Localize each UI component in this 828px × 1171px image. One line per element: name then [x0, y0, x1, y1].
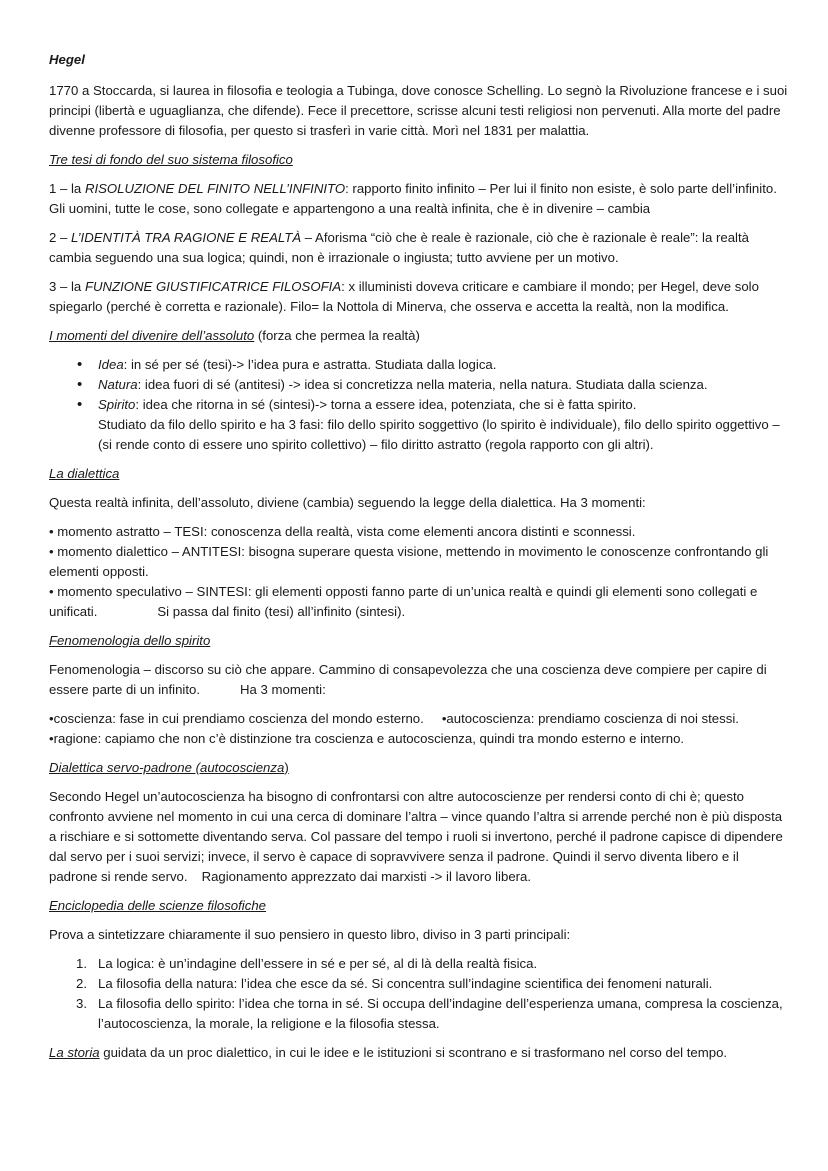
enciclopedia-num: 2.: [76, 976, 87, 991]
fenomenologia-coscienza: •coscienza: fase in cui prendiamo coscienza del mondo esterno.: [49, 711, 424, 726]
servo-tail: Ragionamento apprezzato dai marxisti -> il lavoro libera.: [201, 869, 532, 884]
fenomenologia-autocoscienza: •autocoscienza: prendiamo coscienza di noi stessi.: [441, 711, 739, 726]
tesi-1: [49, 179, 789, 219]
momenti-heading: I momenti del divenire dell’assoluto: [49, 328, 255, 343]
tesi-3-term: FUNZIONE GIUSTIFICATRICE FILOSOFIA: [84, 279, 342, 294]
dialettica-intro: Questa realtà infinita, dell’assoluto, diviene (cambia) seguendo la legge della dialettica. Ha 3 momenti:: [49, 495, 646, 510]
tesi-2: [49, 228, 789, 268]
list-item: [49, 974, 789, 994]
servo-heading: Dialettica servo-padrone (autocoscienza: [49, 760, 285, 775]
storia-text: guidata da un proc dialettico, in cui le idee e le istituzioni si scontrano e si trasformano nel corso del tempo.: [99, 1045, 728, 1060]
enciclopedia-num: 1.: [76, 956, 87, 971]
fenomenologia-heading: Fenomenologia dello spirito: [49, 633, 211, 648]
dialettica-moments: [49, 522, 789, 622]
enciclopedia-intro: Prova a sintetizzare chiaramente il suo pensiero in questo libro, diviso in 3 parti principali:: [49, 927, 571, 942]
fenomenologia-intro: [49, 660, 789, 700]
momenti-heading-rest: (forza che permea la realtà): [254, 328, 420, 343]
intro-paragraph: 1770 a Stoccarda, si laurea in filosofia e teologia a Tubinga, dove conosce Schelling. Lo segnò la Rivoluzione francese e i suoi principi (libertà e uguaglianza, che difende). Fece il precettore, scrisse alcuni testi religiosi non pervenuti. Alla morte del padre divenne professore di filosofia, per questo si trasferì in varie città. Morì nel 1831 per malattia.: [49, 83, 788, 138]
fenomenologia-intro-tail: Ha 3 momenti:: [240, 682, 326, 697]
tesi-1-text: : rapporto finito infinito – Per lui il finito non esiste, è solo parte dell’infinito. Gli uomini, tutte le cose, sono collegate e appartengono a una realtà infinita, che è in divenire – cambia: [49, 181, 777, 216]
fenomenologia-moments: [49, 709, 789, 749]
fenomenologia-intro-text: Fenomenologia – discorso su ciò che appare. Cammino di consapevolezza che una coscienza deve compiere per capire di essere parte di un infinito.: [49, 662, 767, 697]
momenti-list: [49, 355, 789, 455]
dialettica-heading: La dialettica: [49, 466, 120, 481]
dialettica-moment-3-tail: Si passa dal finito (tesi) all’infinito (sintesi).: [157, 604, 406, 619]
tesi-3: [49, 277, 789, 317]
storia-paragraph: [49, 1043, 789, 1063]
page-title: Hegel: [49, 52, 85, 67]
tesi-2-text: – Aforisma “ciò che è reale è razionale, ciò che è razionale è reale”: la realtà cambia seguendo una sua logica; quindi, non è irrazionale o ingiusta; tutto avviene per un motivo.: [49, 230, 749, 265]
tesi-2-prefix: 2 –: [49, 230, 71, 245]
dialettica-moment-1: • momento astratto – TESI: conoscenza della realtà, vista come elementi ancora distinti e sconnessi.: [49, 524, 636, 539]
dialettica-moment-3-text: • momento speculativo – SINTESI: gli elementi opposti fanno parte di un’unica realtà e quindi gli elementi sono collegati e unificati.: [49, 584, 758, 619]
tesi-3-text: : x illuministi doveva criticare e cambiare il mondo; per Hegel, deve solo spiegarlo (perché è corretta e razionale). Filo= la Nottola di Minerva, che osserva e accetta la realtà, non la modifica.: [49, 279, 759, 314]
enciclopedia-text: La filosofia della natura: l’idea che esce da sé. Si concentra sull’indagine scientifica dei fenomeni naturali.: [98, 976, 713, 991]
enciclopedia-list: [49, 954, 789, 1034]
storia-heading: La storia: [49, 1045, 100, 1060]
fenomenologia-ragione: •ragione: capiamo che non c’è distinzione tra coscienza e autocoscienza, quindi tra mondo esterno e interno.: [49, 731, 685, 746]
tesi-heading: Tre tesi di fondo del suo sistema filosofico: [49, 152, 293, 167]
servo-heading-line: [49, 758, 789, 778]
momenti-text: : in sé per sé (tesi)-> l’idea pura e astratta. Studiata dalla logica.: [123, 357, 497, 372]
momenti-term: Spirito: [98, 397, 136, 412]
momenti-text: : idea che ritorna in sé (sintesi)-> torna a essere idea, potenziata, che si è fatta spirito.: [135, 397, 637, 412]
momenti-more: Studiato da filo dello spirito e ha 3 fasi: filo dello spirito soggettivo (lo spirito è individuale), filo dello spirito oggettivo – (si rende conto di essere uno spirito collettivo) – filo diritto astratto (regola rapporto con gli altri).: [98, 417, 780, 452]
servo-heading-close: ): [284, 760, 289, 775]
list-item: [49, 994, 789, 1034]
momenti-heading-line: [49, 326, 789, 346]
list-item: [49, 395, 789, 455]
tesi-1-term: RISOLUZIONE DEL FINITO NELL’INFINITO: [84, 181, 346, 196]
enciclopedia-heading: Enciclopedia delle scienze filosofiche: [49, 898, 266, 913]
list-item: [49, 355, 789, 375]
enciclopedia-num: 3.: [76, 996, 87, 1011]
tesi-2-term: L’IDENTITÀ TRA RAGIONE E REALTÀ: [71, 230, 302, 245]
dialettica-moment-2: • momento dialettico – ANTITESI: bisogna superare questa visione, mettendo in movimento le conoscenze confrontando gli elementi opposti.: [49, 544, 769, 579]
list-item: [49, 375, 789, 395]
servo-paragraph: [49, 787, 789, 887]
servo-text: Secondo Hegel un’autocoscienza ha bisogno di confrontarsi con altre autocoscienze per rendersi conto di chi è; questo confronto avviene nel momento in cui una cerca di dominare l’altra – vince quando l’altra si arrende perché non è più disposta a rischiare e si sottomette diventando serva. Col passare del tempo i ruoli si invertono, perché il padrone capisce di dipendere dal servo per i suoi servizi; invece, il servo è capace di sopravvivere senza il padrone. Quindi il servo diventa libero e il padrone si rende servo.: [49, 789, 783, 884]
tesi-3-prefix: 3 – la: [49, 279, 85, 294]
tesi-1-prefix: 1 – la: [49, 181, 85, 196]
list-item: [49, 954, 789, 974]
momenti-text: : idea fuori di sé (antitesi) -> idea si concretizza nella materia, nella natura. Studiata dalla scienza.: [137, 377, 708, 392]
enciclopedia-text: La filosofia dello spirito: l’idea che torna in sé. Si occupa dell’indagine dell’esperienza umana, compresa la coscienza, l’autocoscienza, la morale, la religione e la filosofia stessa.: [98, 996, 783, 1031]
momenti-term: Idea: [98, 357, 124, 372]
document-page: [49, 50, 789, 1072]
momenti-term: Natura: [98, 377, 138, 392]
enciclopedia-text: La logica: è un’indagine dell’essere in sé e per sé, al di là della realtà fisica.: [98, 956, 538, 971]
dialettica-moment-3: [49, 582, 789, 622]
